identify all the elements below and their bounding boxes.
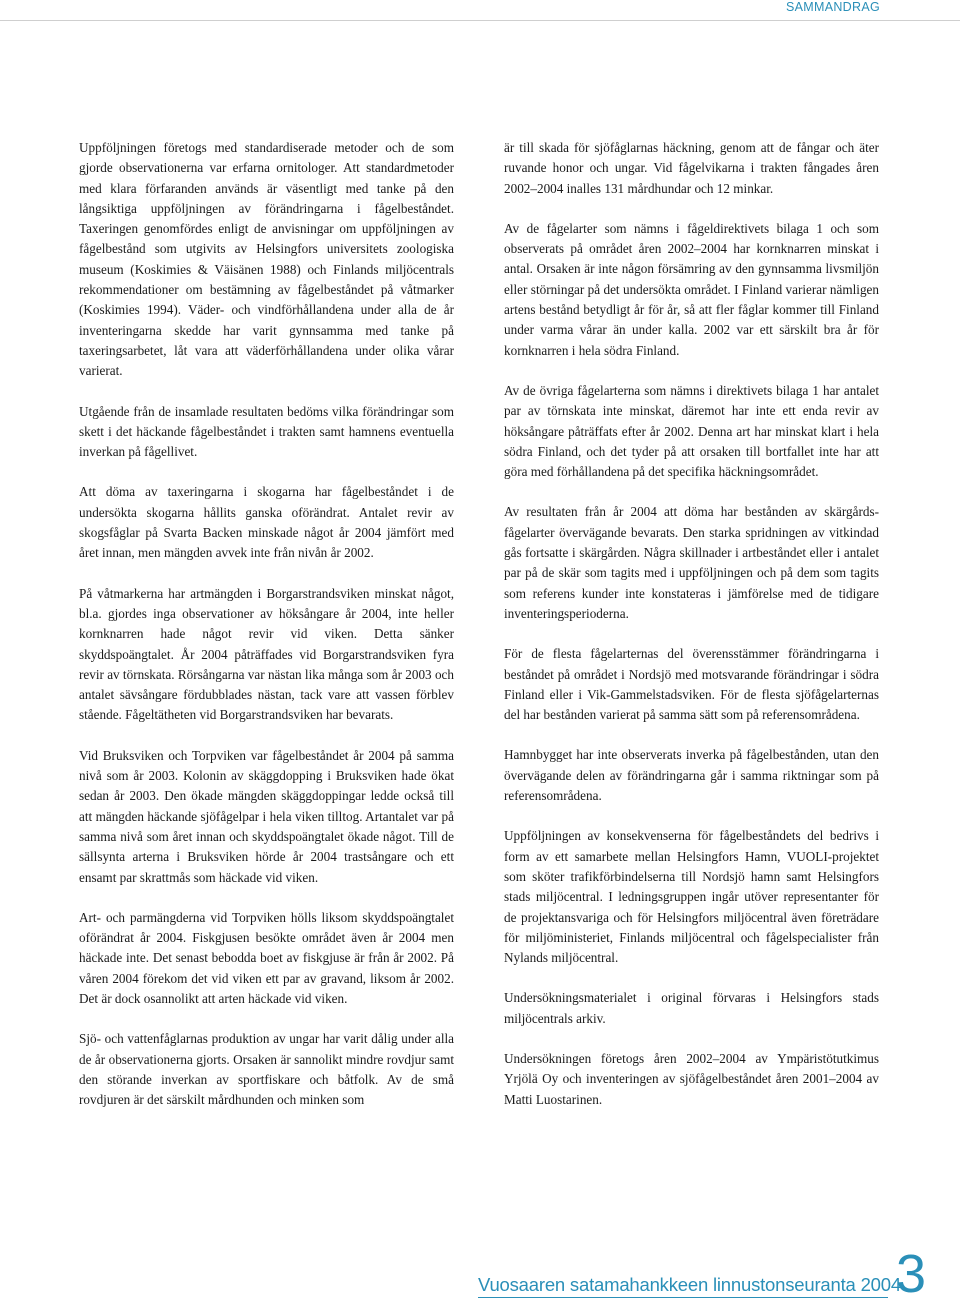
header-rule <box>0 20 960 21</box>
paragraph: Undersökningen företogs åren 2002–2004 av Ympäristötutkimus Yrjölä Oy och inventeringen av sjöfågelbeståndet åren 2001–2004 av Matti Luostarinen. <box>504 1050 879 1107</box>
paragraph: Hamnbygget har inte observerats inverka på fågelbestånden, utan den övervägande delen av förändringarna går i samma riktningar som på referensområdena. <box>504 747 879 804</box>
page-footer <box>478 1244 938 1304</box>
paragraph: Av de övriga fågelarterna som nämns i direktivets bilaga 1 har antalet par av törnskata inte minskat, däremot har inte ett enda revir av höksångare påträffats efter år 2002. Denna art har minskat klart i hela södra Finland, och det tyder på att orsaken till bortfallet inte har att göra med förhållandena på det specifika häckningsområdet. <box>504 382 879 480</box>
publication-title: Vuosaaren satamahankkeen linnustonseuranta 2004 <box>478 1274 901 1295</box>
page-number: 3 <box>896 1244 927 1304</box>
paragraph: Uppföljningen företogs med standardiserade metoder och de som gjorde observationerna var erfarna ornitologer. Att standardmetoder med klara förfaranden används är väsentligt med tanke på den långsiktiga uppföljningen av förändringarna i fågelbeståndet. Taxeringen genomfördes enligt de anvisningar om uppföljningen av fågelbestånd som utgivits av Helsingfors universitets zoologiska museum (Koskimies & Väisänen 1988) och Finlands miljöcentrals rekommendationer om bestämning av fågelbeståndet på våtmarker (Koskimies 1994). Väder- och vindförhållandena under alla de år inventeringarna skedde har varit gynnsamma med tanke på taxeringsarbetet, låt vara att väderförhållandena under olika vårar varierat. <box>79 140 454 379</box>
left-column <box>79 138 454 1110</box>
paragraph: är till skada för sjöfåglarnas häckning, genom att de fångar och äter ruvande honor och ungar. Vid fågelvikarna i trakten fångades åren 2002–2004 inalles 131 mårdhundar och 12 minkar. <box>504 140 879 196</box>
paragraph: Uppföljningen av konsekvenserna för fågelbeståndets del bedrivs i form av ett samarbete mellan Helsingfors Hamn, VUOLI-projektet som sköter trafikförbindelserna till Nordsjö hamn samt Helsingfors stads miljöcentral. I ledningsgruppen ingår utöver representanter för de projektansvariga och för Helsingfors miljöcentral även företrädare för miljöministeriet, Finlands miljöcentral och fågelspecialister från Nylands miljöcentral. <box>504 828 879 966</box>
paragraph: Sjö- och vattenfåglarnas produktion av ungar har varit dålig under alla de år observationerna gjorts. Orsaken är sannolikt mindre rovdjur samt den störande inverkan av sportfiskare och båtfolk. Av de små rovdjuren är det särskilt mårdhunden och minken som <box>79 1031 454 1108</box>
paragraph: Vid Bruksviken och Torpviken var fågelbeståndet år 2004 på samma nivå som år 2003. Kolonin av skäggdopping i Bruksviken hade ökat sedan år 2003. Den ökade mängden skäggdoppingar ledde också till att mängden häckande sjöfågelpar i hela viken tilltog. Artantalet var på samma nivå som året innan och skyddspoängtalet ökade något. Till de sällsynta arterna i Bruksviken hörde år 2004 trastsångare och ett ensamt par skrattmås som häckade vid viken. <box>79 747 454 885</box>
paragraph: På våtmarkerna har artmängden i Borgarstrandsviken minskat något, bl.a. gjordes inga observationer av höksångare år 2004, inte heller kornknarren hade något revir vid viken. Detta sänker skyddspoängtalet. År 2004 påträffades vid Borgarstrandsviken fyra revir av törnskata. Rörsångarna var nästan lika många som år 2003 och antalet sävsångare fördubblades nästan, tack vare att vassen förblev stående. Fågeltätheten vid Borgarstrandsviken har bevarats. <box>79 585 454 723</box>
paragraph: Av de fågelarter som nämns i fågeldirektivets bilaga 1 och som observerats på området åren 2002–2004 har kornknarren minskat i antal. Orsaken är inte någon försämring av den gynnsamma livsmiljön eller störningar på det undersökta området. I Finland varierar nämligen artens bestånd betydligt år för år, så att fler fåglar kommer till Finland under varma vårar än under kalla. 2002 var ett särskilt bra år för kornknarren i hela södra Finland. <box>504 220 879 358</box>
paragraph: Art- och parmängderna vid Torpviken hölls liksom skyddspoängtalet oförändrat år 2004. Fiskgjusen besökte området även år 2004 men häckade inte. Det senast bebodda boet av fiskgjuse är från år 2002. På våren 2004 förekom det vid viken ett par av gravand, liksom år 2002. Det är dock osannolikt att arten häckade vid viken. <box>79 909 454 1006</box>
paragraph: Att döma av taxeringarna i skogarna har fågelbeståndet i de undersökta skogarna hållits ganska oförändrat. Antalet revir av skogsfåglar på Svarta Backen minskade något år 2004 jämfört med året innan, men mängden avvek inte från nivån år 2002. <box>79 484 454 561</box>
right-column <box>504 138 879 1110</box>
paragraph: Utgående från de insamlade resultaten bedöms vilka förändringar som skett i det häckande fågelbeståndet i trakten samt hamnens eventuella inverkan på fågellivet. <box>79 403 454 460</box>
paragraph: Av resultaten från år 2004 att döma har bestånden av skärgårdsfågelarter övervägande bevarats. Den starka spridningen av vitkindad gås fortsatte i skärgården. Några skillnader i artbeståndet eller i antalet par på de skär som tagits med i uppföljningen och på dem som tagits som referens kunder inte konstateras i jämförelse med de tidigare inventeringsperioderna. <box>504 504 879 621</box>
running-header: SAMMANDRAG <box>786 0 880 14</box>
paragraph: Undersökningsmaterialet i original förvaras i Helsingfors stads miljöcentrals arkiv. <box>504 990 879 1026</box>
paragraph: För de flesta fågelarternas del överensstämmer förändringarna i beståndet på området i Nordsjö med motsvarande förändringar i södra Finland eller i Vik-Gammelstadsviken. För de flesta sjöfågelarternas del har bestånden varierat på samma sätt som på referensområdena. <box>504 646 879 723</box>
